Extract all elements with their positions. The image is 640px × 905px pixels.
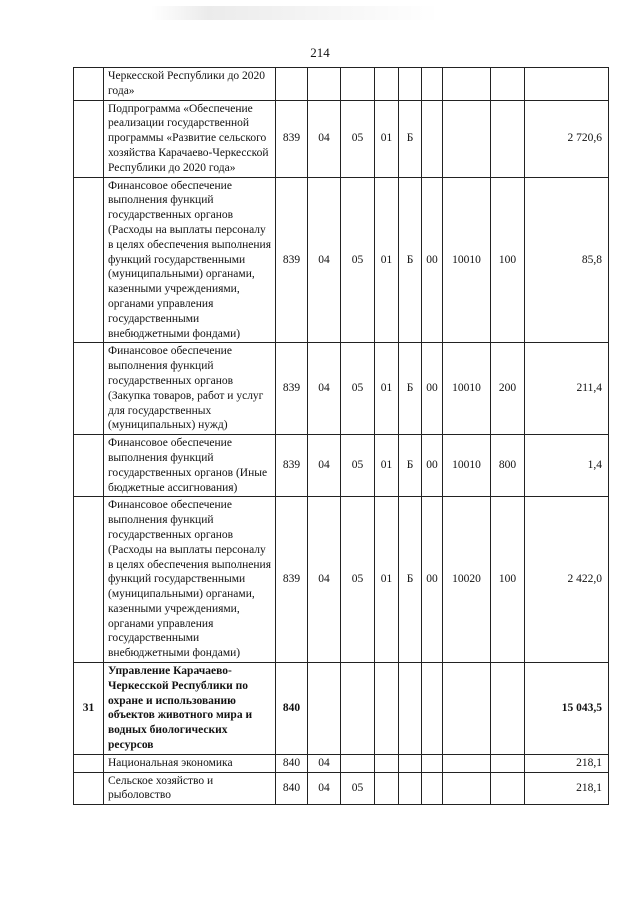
expense-type-cell bbox=[491, 754, 525, 772]
program-code-cell bbox=[375, 754, 399, 772]
amount-cell: 1,4 bbox=[525, 435, 609, 497]
row-number-cell bbox=[74, 435, 104, 497]
section-code-cell: 04 bbox=[308, 343, 341, 435]
direction-code-cell bbox=[422, 754, 443, 772]
section-code-cell bbox=[308, 68, 341, 101]
subsection-code-cell: 05 bbox=[341, 343, 375, 435]
amount-cell bbox=[525, 68, 609, 101]
table-row bbox=[74, 663, 609, 755]
row-name-cell: Сельское хозяйство и рыболовство bbox=[104, 772, 276, 805]
row-name-cell: Управление Карачаево-Черкесской Республики по охране и использованию объектов животного мира и водных биологических ресурсов bbox=[104, 663, 276, 755]
table-row bbox=[74, 68, 609, 101]
program-code-cell: 01 bbox=[375, 177, 399, 343]
table-row bbox=[74, 754, 609, 772]
expense-code-cell: 10010 bbox=[443, 177, 491, 343]
admin-code-cell: 839 bbox=[276, 343, 308, 435]
direction-code-cell: 00 bbox=[422, 435, 443, 497]
expense-type-cell: 200 bbox=[491, 343, 525, 435]
table-row bbox=[74, 497, 609, 663]
expense-code-cell: 10020 bbox=[443, 497, 491, 663]
row-number-cell bbox=[74, 772, 104, 805]
subprogram-code-cell: Б bbox=[399, 100, 422, 177]
subprogram-code-cell: Б bbox=[399, 343, 422, 435]
expense-type-cell bbox=[491, 100, 525, 177]
expense-type-cell bbox=[491, 772, 525, 805]
section-code-cell: 04 bbox=[308, 754, 341, 772]
table-row bbox=[74, 177, 609, 343]
row-name-cell: Финансовое обеспечение выполнения функций государственных органов (Иные бюджетные ассигнования) bbox=[104, 435, 276, 497]
table-row bbox=[74, 435, 609, 497]
expense-type-cell: 100 bbox=[491, 177, 525, 343]
subprogram-code-cell bbox=[399, 754, 422, 772]
amount-cell: 218,1 bbox=[525, 754, 609, 772]
admin-code-cell: 839 bbox=[276, 435, 308, 497]
amount-cell: 15 043,5 bbox=[525, 663, 609, 755]
direction-code-cell: 00 bbox=[422, 177, 443, 343]
row-number-cell bbox=[74, 754, 104, 772]
row-number-cell bbox=[74, 68, 104, 101]
subsection-code-cell bbox=[341, 754, 375, 772]
row-number-cell bbox=[74, 497, 104, 663]
expense-code-cell bbox=[443, 772, 491, 805]
admin-code-cell: 839 bbox=[276, 497, 308, 663]
row-name-cell: Финансовое обеспечение выполнения функций государственных органов (Расходы на выплаты персоналу в целях обеспечения выполнения функций государственными (муниципальными) органами, казенными учреждениями, органами управления государственными внебюджетными фондами) bbox=[104, 497, 276, 663]
subprogram-code-cell bbox=[399, 68, 422, 101]
row-name-cell: Черкесской Республики до 2020 года» bbox=[104, 68, 276, 101]
subsection-code-cell: 05 bbox=[341, 177, 375, 343]
subsection-code-cell: 05 bbox=[341, 497, 375, 663]
row-name-cell: Подпрограмма «Обеспечение реализации государственной программы «Развитие сельского хозяйства Карачаево-Черкесской Республики до 2020 года» bbox=[104, 100, 276, 177]
direction-code-cell bbox=[422, 68, 443, 101]
program-code-cell bbox=[375, 772, 399, 805]
program-code-cell: 01 bbox=[375, 343, 399, 435]
row-name-cell: Финансовое обеспечение выполнения функций государственных органов (Расходы на выплаты персоналу в целях обеспечения выполнения функций государственными (муниципальными) органами, казенными учреждениями, органами управления государственными внебюджетными фондами) bbox=[104, 177, 276, 343]
table-row bbox=[74, 100, 609, 177]
direction-code-cell bbox=[422, 663, 443, 755]
admin-code-cell: 840 bbox=[276, 663, 308, 755]
page-number: 214 bbox=[310, 45, 330, 60]
amount-cell: 211,4 bbox=[525, 343, 609, 435]
program-code-cell bbox=[375, 68, 399, 101]
scan-header-noise bbox=[150, 6, 440, 20]
expense-code-cell bbox=[443, 100, 491, 177]
section-code-cell: 04 bbox=[308, 435, 341, 497]
amount-cell: 2 422,0 bbox=[525, 497, 609, 663]
subsection-code-cell: 05 bbox=[341, 100, 375, 177]
admin-code-cell bbox=[276, 68, 308, 101]
direction-code-cell bbox=[422, 772, 443, 805]
expense-code-cell bbox=[443, 68, 491, 101]
subprogram-code-cell: Б bbox=[399, 497, 422, 663]
direction-code-cell: 00 bbox=[422, 497, 443, 663]
section-code-cell: 04 bbox=[308, 177, 341, 343]
table-row bbox=[74, 343, 609, 435]
program-code-cell: 01 bbox=[375, 435, 399, 497]
expense-code-cell bbox=[443, 663, 491, 755]
admin-code-cell: 839 bbox=[276, 177, 308, 343]
subprogram-code-cell bbox=[399, 663, 422, 755]
subprogram-code-cell: Б bbox=[399, 177, 422, 343]
row-number-cell: 31 bbox=[74, 663, 104, 755]
amount-cell: 85,8 bbox=[525, 177, 609, 343]
subsection-code-cell bbox=[341, 663, 375, 755]
subprogram-code-cell: Б bbox=[399, 435, 422, 497]
program-code-cell: 01 bbox=[375, 100, 399, 177]
direction-code-cell bbox=[422, 100, 443, 177]
program-code-cell: 01 bbox=[375, 497, 399, 663]
row-name-cell: Национальная экономика bbox=[104, 754, 276, 772]
row-number-cell bbox=[74, 100, 104, 177]
direction-code-cell: 00 bbox=[422, 343, 443, 435]
expense-code-cell: 10010 bbox=[443, 435, 491, 497]
amount-cell: 2 720,6 bbox=[525, 100, 609, 177]
admin-code-cell: 840 bbox=[276, 754, 308, 772]
expense-type-cell: 100 bbox=[491, 497, 525, 663]
expense-type-cell bbox=[491, 663, 525, 755]
section-code-cell bbox=[308, 663, 341, 755]
row-number-cell bbox=[74, 177, 104, 343]
admin-code-cell: 839 bbox=[276, 100, 308, 177]
row-number-cell bbox=[74, 343, 104, 435]
expense-type-cell: 800 bbox=[491, 435, 525, 497]
program-code-cell bbox=[375, 663, 399, 755]
amount-cell: 218,1 bbox=[525, 772, 609, 805]
section-code-cell: 04 bbox=[308, 100, 341, 177]
subprogram-code-cell bbox=[399, 772, 422, 805]
section-code-cell: 04 bbox=[308, 497, 341, 663]
budget-table bbox=[73, 67, 609, 805]
subsection-code-cell bbox=[341, 68, 375, 101]
expense-code-cell: 10010 bbox=[443, 343, 491, 435]
subsection-code-cell: 05 bbox=[341, 772, 375, 805]
expense-code-cell bbox=[443, 754, 491, 772]
section-code-cell: 04 bbox=[308, 772, 341, 805]
subsection-code-cell: 05 bbox=[341, 435, 375, 497]
table-row bbox=[74, 772, 609, 805]
row-name-cell: Финансовое обеспечение выполнения функций государственных органов (Закупка товаров, работ и услуг для государственных (муниципальных) нужд) bbox=[104, 343, 276, 435]
admin-code-cell: 840 bbox=[276, 772, 308, 805]
expense-type-cell bbox=[491, 68, 525, 101]
